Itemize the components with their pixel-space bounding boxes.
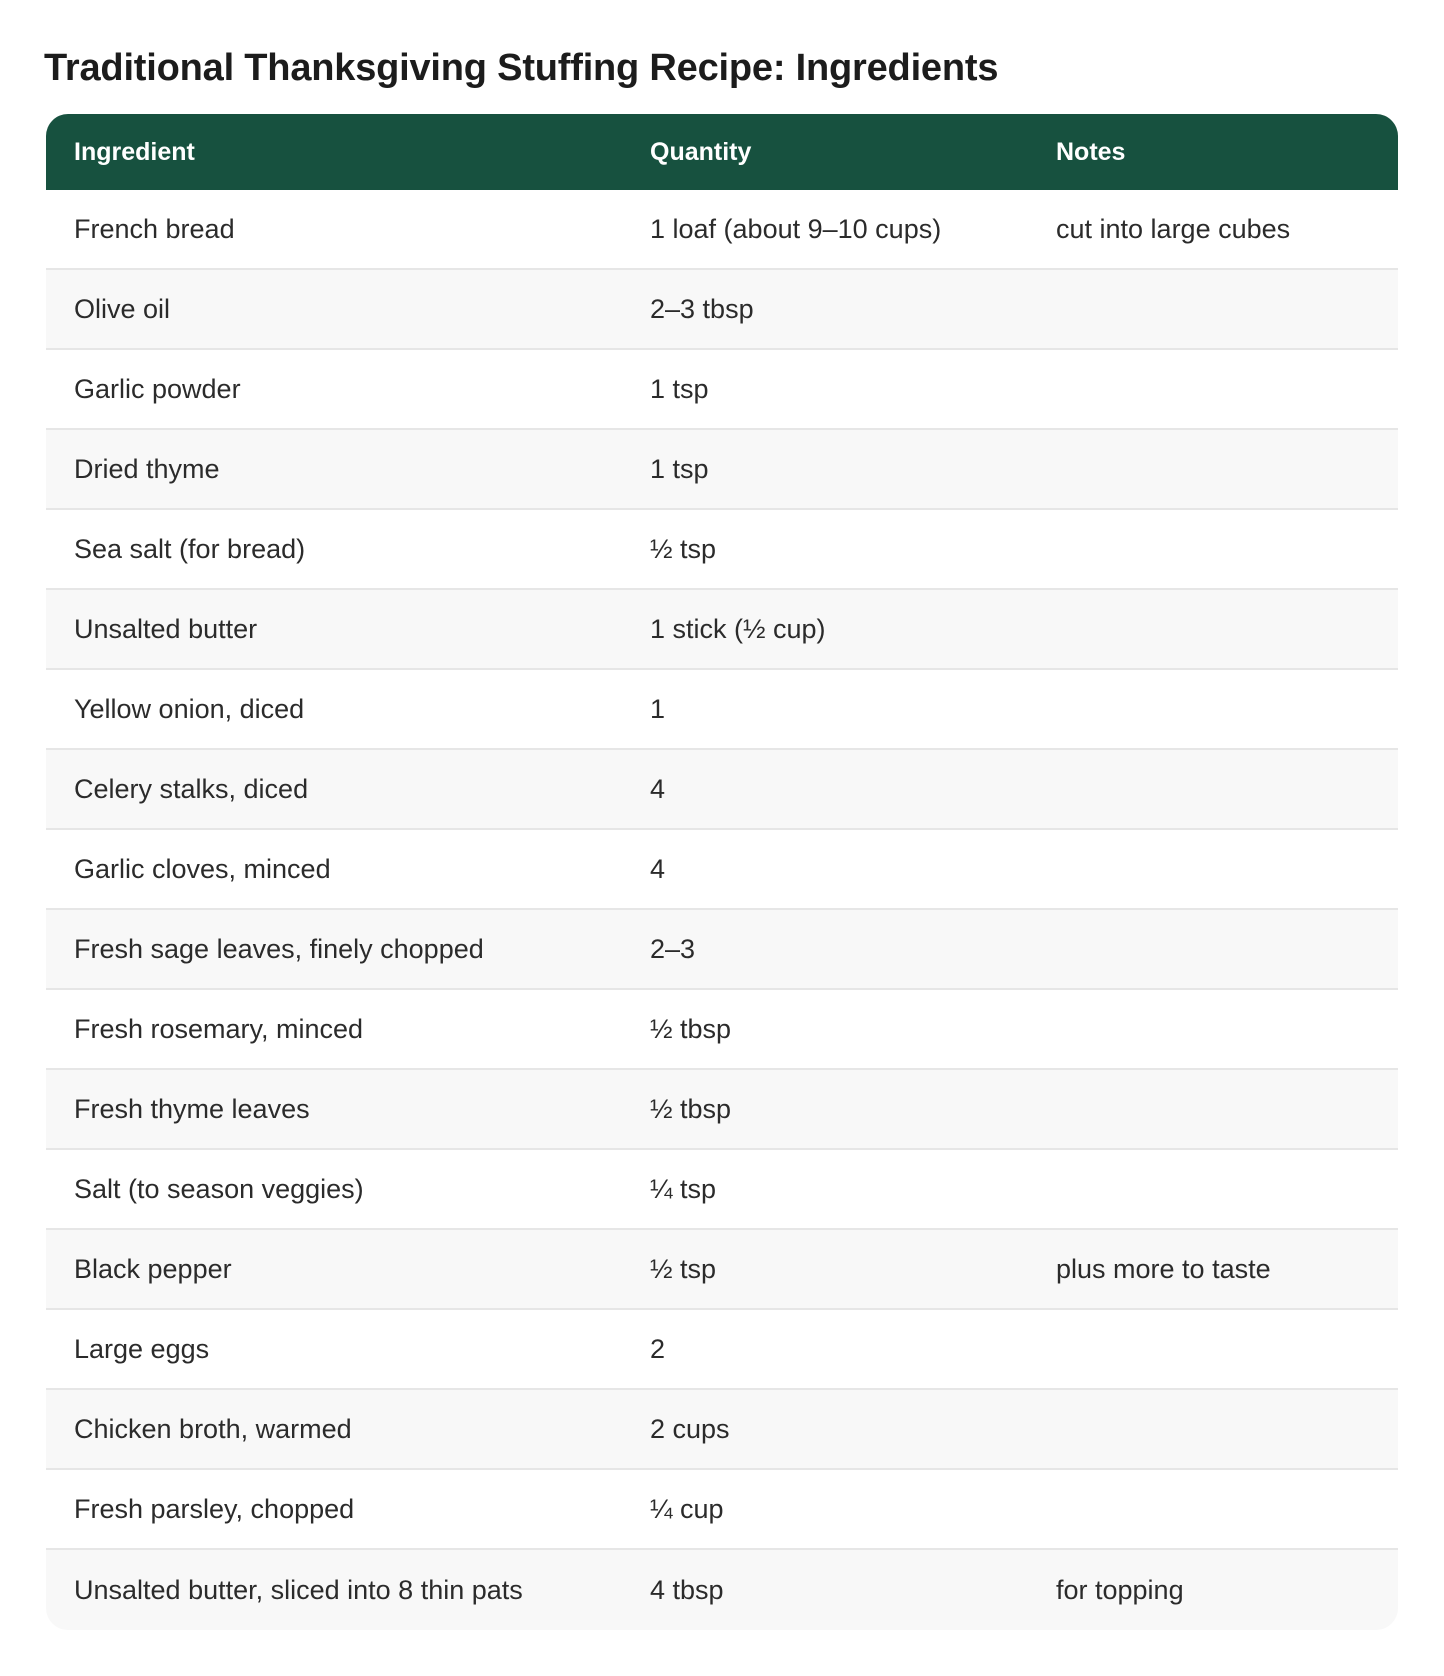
ingredient-cell: Garlic powder (74, 374, 241, 404)
ingredient-cell: Large eggs (74, 1334, 210, 1364)
table-row (46, 750, 1398, 830)
quantity-cell: 2–3 tbsp (650, 294, 754, 324)
quantity-cell: 4 (650, 854, 666, 884)
ingredient-cell: Black pepper (74, 1254, 232, 1284)
ingredient-cell: Yellow onion, diced (74, 694, 305, 724)
table-row (46, 1390, 1398, 1470)
ingredient-cell: Unsalted butter (74, 614, 258, 644)
ingredient-cell: Dried thyme (74, 454, 220, 484)
table-row (46, 1230, 1398, 1310)
quantity-cell: 4 tbsp (650, 1575, 724, 1605)
ingredient-cell: Fresh rosemary, minced (74, 1014, 364, 1044)
table-row (46, 430, 1398, 510)
quantity-cell: ½ tsp (650, 1254, 717, 1284)
quantity-cell: ½ tbsp (650, 1014, 732, 1044)
quantity-cell: 1 stick (½ cup) (650, 614, 826, 644)
ingredients-table (46, 114, 1398, 1630)
notes-cell: for topping (1056, 1575, 1184, 1605)
quantity-cell: 2–3 (650, 934, 696, 964)
table-row (46, 510, 1398, 590)
ingredient-cell: Salt (to season veggies) (74, 1174, 364, 1204)
quantity-cell: ½ tsp (650, 534, 717, 564)
table-row (46, 830, 1398, 910)
table-row (46, 350, 1398, 430)
column-header-quantity: Quantity (650, 138, 752, 166)
table-row (46, 1550, 1398, 1630)
table-header-row (46, 114, 1398, 190)
quantity-cell: 1 tsp (650, 374, 709, 404)
ingredient-cell: Chicken broth, warmed (74, 1414, 352, 1444)
column-header-ingredient: Ingredient (74, 138, 195, 166)
quantity-cell: ½ tbsp (650, 1094, 732, 1124)
ingredient-cell: Fresh thyme leaves (74, 1094, 310, 1124)
table-row (46, 1310, 1398, 1390)
quantity-cell: 1 tsp (650, 454, 709, 484)
column-header-notes: Notes (1056, 138, 1126, 166)
quantity-cell: ¼ cup (650, 1494, 724, 1524)
table-row (46, 1150, 1398, 1230)
quantity-cell: 1 (650, 694, 666, 724)
table-row (46, 1070, 1398, 1150)
table-row (46, 270, 1398, 350)
table-row (46, 990, 1398, 1070)
table-row (46, 670, 1398, 750)
table-row (46, 590, 1398, 670)
ingredient-cell: French bread (74, 214, 235, 244)
quantity-cell: 1 loaf (about 9–10 cups) (650, 214, 942, 244)
quantity-cell: 2 cups (650, 1414, 730, 1444)
quantity-cell: 2 (650, 1334, 666, 1364)
quantity-cell: ¼ tsp (650, 1174, 717, 1204)
ingredient-cell: Celery stalks, diced (74, 774, 309, 804)
ingredient-cell: Olive oil (74, 294, 171, 324)
ingredient-cell: Sea salt (for bread) (74, 534, 306, 564)
ingredient-cell: Fresh parsley, chopped (74, 1494, 355, 1524)
ingredient-cell: Garlic cloves, minced (74, 854, 331, 884)
page-title: Traditional Thanksgiving Stuffing Recipe: Ingredients (44, 47, 999, 89)
notes-cell: plus more to taste (1056, 1254, 1271, 1284)
table-row (46, 190, 1398, 270)
notes-cell: cut into large cubes (1056, 214, 1291, 244)
table-row (46, 910, 1398, 990)
table-row (46, 1470, 1398, 1550)
quantity-cell: 4 (650, 774, 666, 804)
ingredient-cell: Fresh sage leaves, finely chopped (74, 934, 484, 964)
ingredient-cell: Unsalted butter, sliced into 8 thin pats (74, 1575, 523, 1605)
